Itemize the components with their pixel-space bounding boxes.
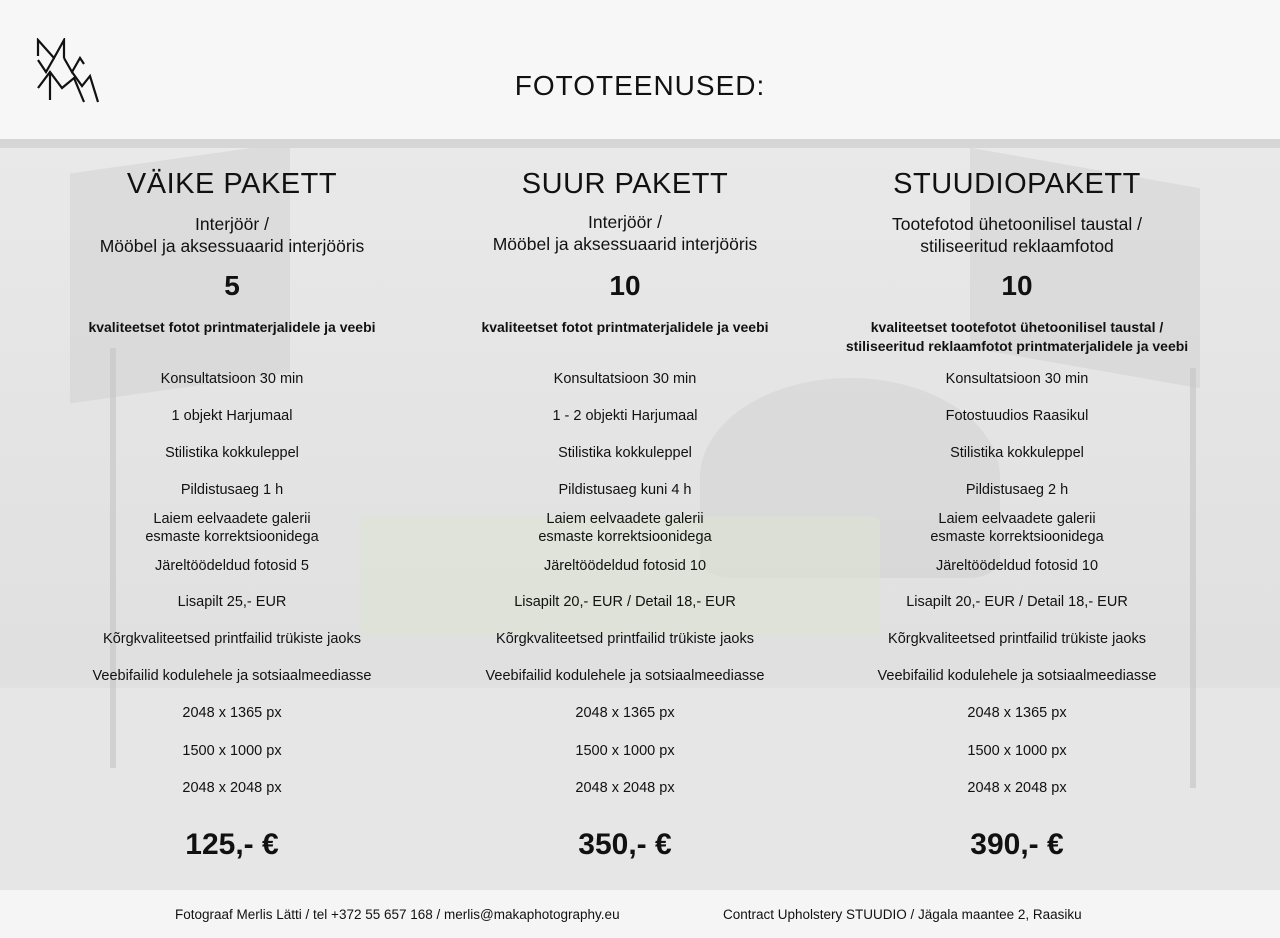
feature-item: Pildistusaeg kuni 4 h bbox=[558, 482, 692, 498]
feature-item: Kõrgkvaliteetsed printfailid trükiste jaoks bbox=[888, 631, 1146, 647]
feature-item: 2048 x 2048 px bbox=[575, 780, 675, 796]
photo-count: 5 bbox=[224, 270, 240, 301]
feature-item: Stilistika kokkuleppel bbox=[165, 445, 299, 461]
feature-item: Konsultatsioon 30 min bbox=[160, 371, 304, 387]
package-subtitle-line: stiliseeritud reklaamfotod bbox=[920, 236, 1114, 256]
feature-item: Stilistika kokkuleppel bbox=[558, 445, 692, 461]
feature-item: 1 objekt Harjumaal bbox=[171, 408, 293, 424]
feature-item: Laiem eelvaadete galerii bbox=[938, 511, 1096, 527]
feature-item: Kõrgkvaliteetsed printfailid trükiste jaoks bbox=[103, 631, 361, 647]
pricing-section bbox=[0, 148, 1280, 890]
package-subtitle-line: Tootefotod ühetoonilisel taustal / bbox=[891, 214, 1143, 234]
feature-item: Konsultatsioon 30 min bbox=[553, 371, 697, 387]
package-name: VÄIKE PAKETT bbox=[126, 168, 338, 200]
feature-item: 1500 x 1000 px bbox=[182, 743, 282, 759]
photo-count: 10 bbox=[1001, 270, 1033, 301]
package-subtitle-line: Interjöör / bbox=[588, 212, 662, 232]
package-column bbox=[429, 148, 821, 890]
feature-item: Lisapilt 20,- EUR / Detail 18,- EUR bbox=[514, 594, 736, 610]
package-subtitle bbox=[429, 211, 821, 255]
package-subtitle-line: Interjöör / bbox=[195, 214, 269, 234]
feature-item: Veebifailid kodulehele ja sotsiaalmeediasse bbox=[485, 668, 765, 684]
feature-item: 2048 x 1365 px bbox=[575, 705, 675, 721]
footer bbox=[0, 890, 1280, 938]
package-subtitle bbox=[36, 213, 428, 257]
package-column bbox=[36, 148, 428, 890]
feature-item: Veebifailid kodulehele ja sotsiaalmeediasse bbox=[877, 668, 1157, 684]
package-description bbox=[429, 318, 821, 337]
photo-count: 10 bbox=[609, 270, 641, 301]
feature-item: Laiem eelvaadete galerii bbox=[153, 511, 311, 527]
feature-item: Kõrgkvaliteetsed printfailid trükiste jaoks bbox=[496, 631, 754, 647]
package-subtitle-line: Mööbel ja aksessuaarid interjööris bbox=[99, 236, 365, 256]
feature-item: 1500 x 1000 px bbox=[575, 743, 675, 759]
feature-item: 2048 x 1365 px bbox=[967, 705, 1067, 721]
package-name: SUUR PAKETT bbox=[521, 168, 729, 200]
package-column bbox=[821, 148, 1213, 890]
feature-item: Konsultatsioon 30 min bbox=[945, 371, 1089, 387]
package-description bbox=[821, 318, 1213, 356]
feature-item: esmaste korrektsioonidega bbox=[145, 529, 319, 545]
contact-info: Fotograaf Merlis Lätti / tel +372 55 657 168 / merlis@makaphotography.eu bbox=[175, 907, 620, 922]
feature-item: esmaste korrektsioonidega bbox=[930, 529, 1104, 545]
feature-item: Pildistusaeg 2 h bbox=[965, 482, 1069, 498]
studio-address: Contract Upholstery STUUDIO / Jägala maantee 2, Raasiku bbox=[723, 907, 1082, 922]
header bbox=[0, 0, 1280, 140]
package-price: 390,- € bbox=[970, 828, 1064, 861]
header-divider bbox=[0, 139, 1280, 148]
feature-item: Järeltöödeldud fotosid 5 bbox=[155, 558, 309, 574]
package-subtitle-line: Mööbel ja aksessuaarid interjööris bbox=[492, 234, 758, 254]
package-description-line: stiliseeritud reklaamfotot printmaterjalidele ja veebi bbox=[845, 338, 1189, 354]
package-subtitle bbox=[821, 213, 1213, 257]
package-price: 125,- € bbox=[185, 828, 279, 861]
feature-item: Veebifailid kodulehele ja sotsiaalmeediasse bbox=[92, 668, 372, 684]
package-description-line: kvaliteetset tootefotot ühetoonilisel taustal / bbox=[870, 319, 1164, 335]
feature-item: Laiem eelvaadete galerii bbox=[546, 511, 704, 527]
package-description bbox=[36, 318, 428, 337]
feature-item: Pildistusaeg 1 h bbox=[180, 482, 284, 498]
feature-item: Järeltöödeldud fotosid 10 bbox=[935, 558, 1099, 574]
package-description-line: kvaliteetset fotot printmaterjalidele ja veebi bbox=[481, 319, 769, 335]
feature-item: 2048 x 2048 px bbox=[967, 780, 1067, 796]
package-name: STUUDIOPAKETT bbox=[893, 168, 1141, 200]
feature-item: Lisapilt 20,- EUR / Detail 18,- EUR bbox=[906, 594, 1128, 610]
page-title: FOTOTEENUSED: bbox=[514, 70, 766, 101]
feature-item: 1 - 2 objekti Harjumaal bbox=[552, 408, 698, 424]
package-price: 350,- € bbox=[578, 828, 672, 861]
feature-item: Lisapilt 25,- EUR bbox=[177, 594, 287, 610]
feature-item: Stilistika kokkuleppel bbox=[950, 445, 1084, 461]
package-description-line: kvaliteetset fotot printmaterjalidele ja veebi bbox=[88, 319, 376, 335]
feature-item: esmaste korrektsioonidega bbox=[538, 529, 712, 545]
feature-item: Järeltöödeldud fotosid 10 bbox=[543, 558, 707, 574]
feature-item: 2048 x 1365 px bbox=[182, 705, 282, 721]
feature-item: 2048 x 2048 px bbox=[182, 780, 282, 796]
feature-item: Fotostuudios Raasikul bbox=[945, 408, 1089, 424]
feature-item: 1500 x 1000 px bbox=[967, 743, 1067, 759]
